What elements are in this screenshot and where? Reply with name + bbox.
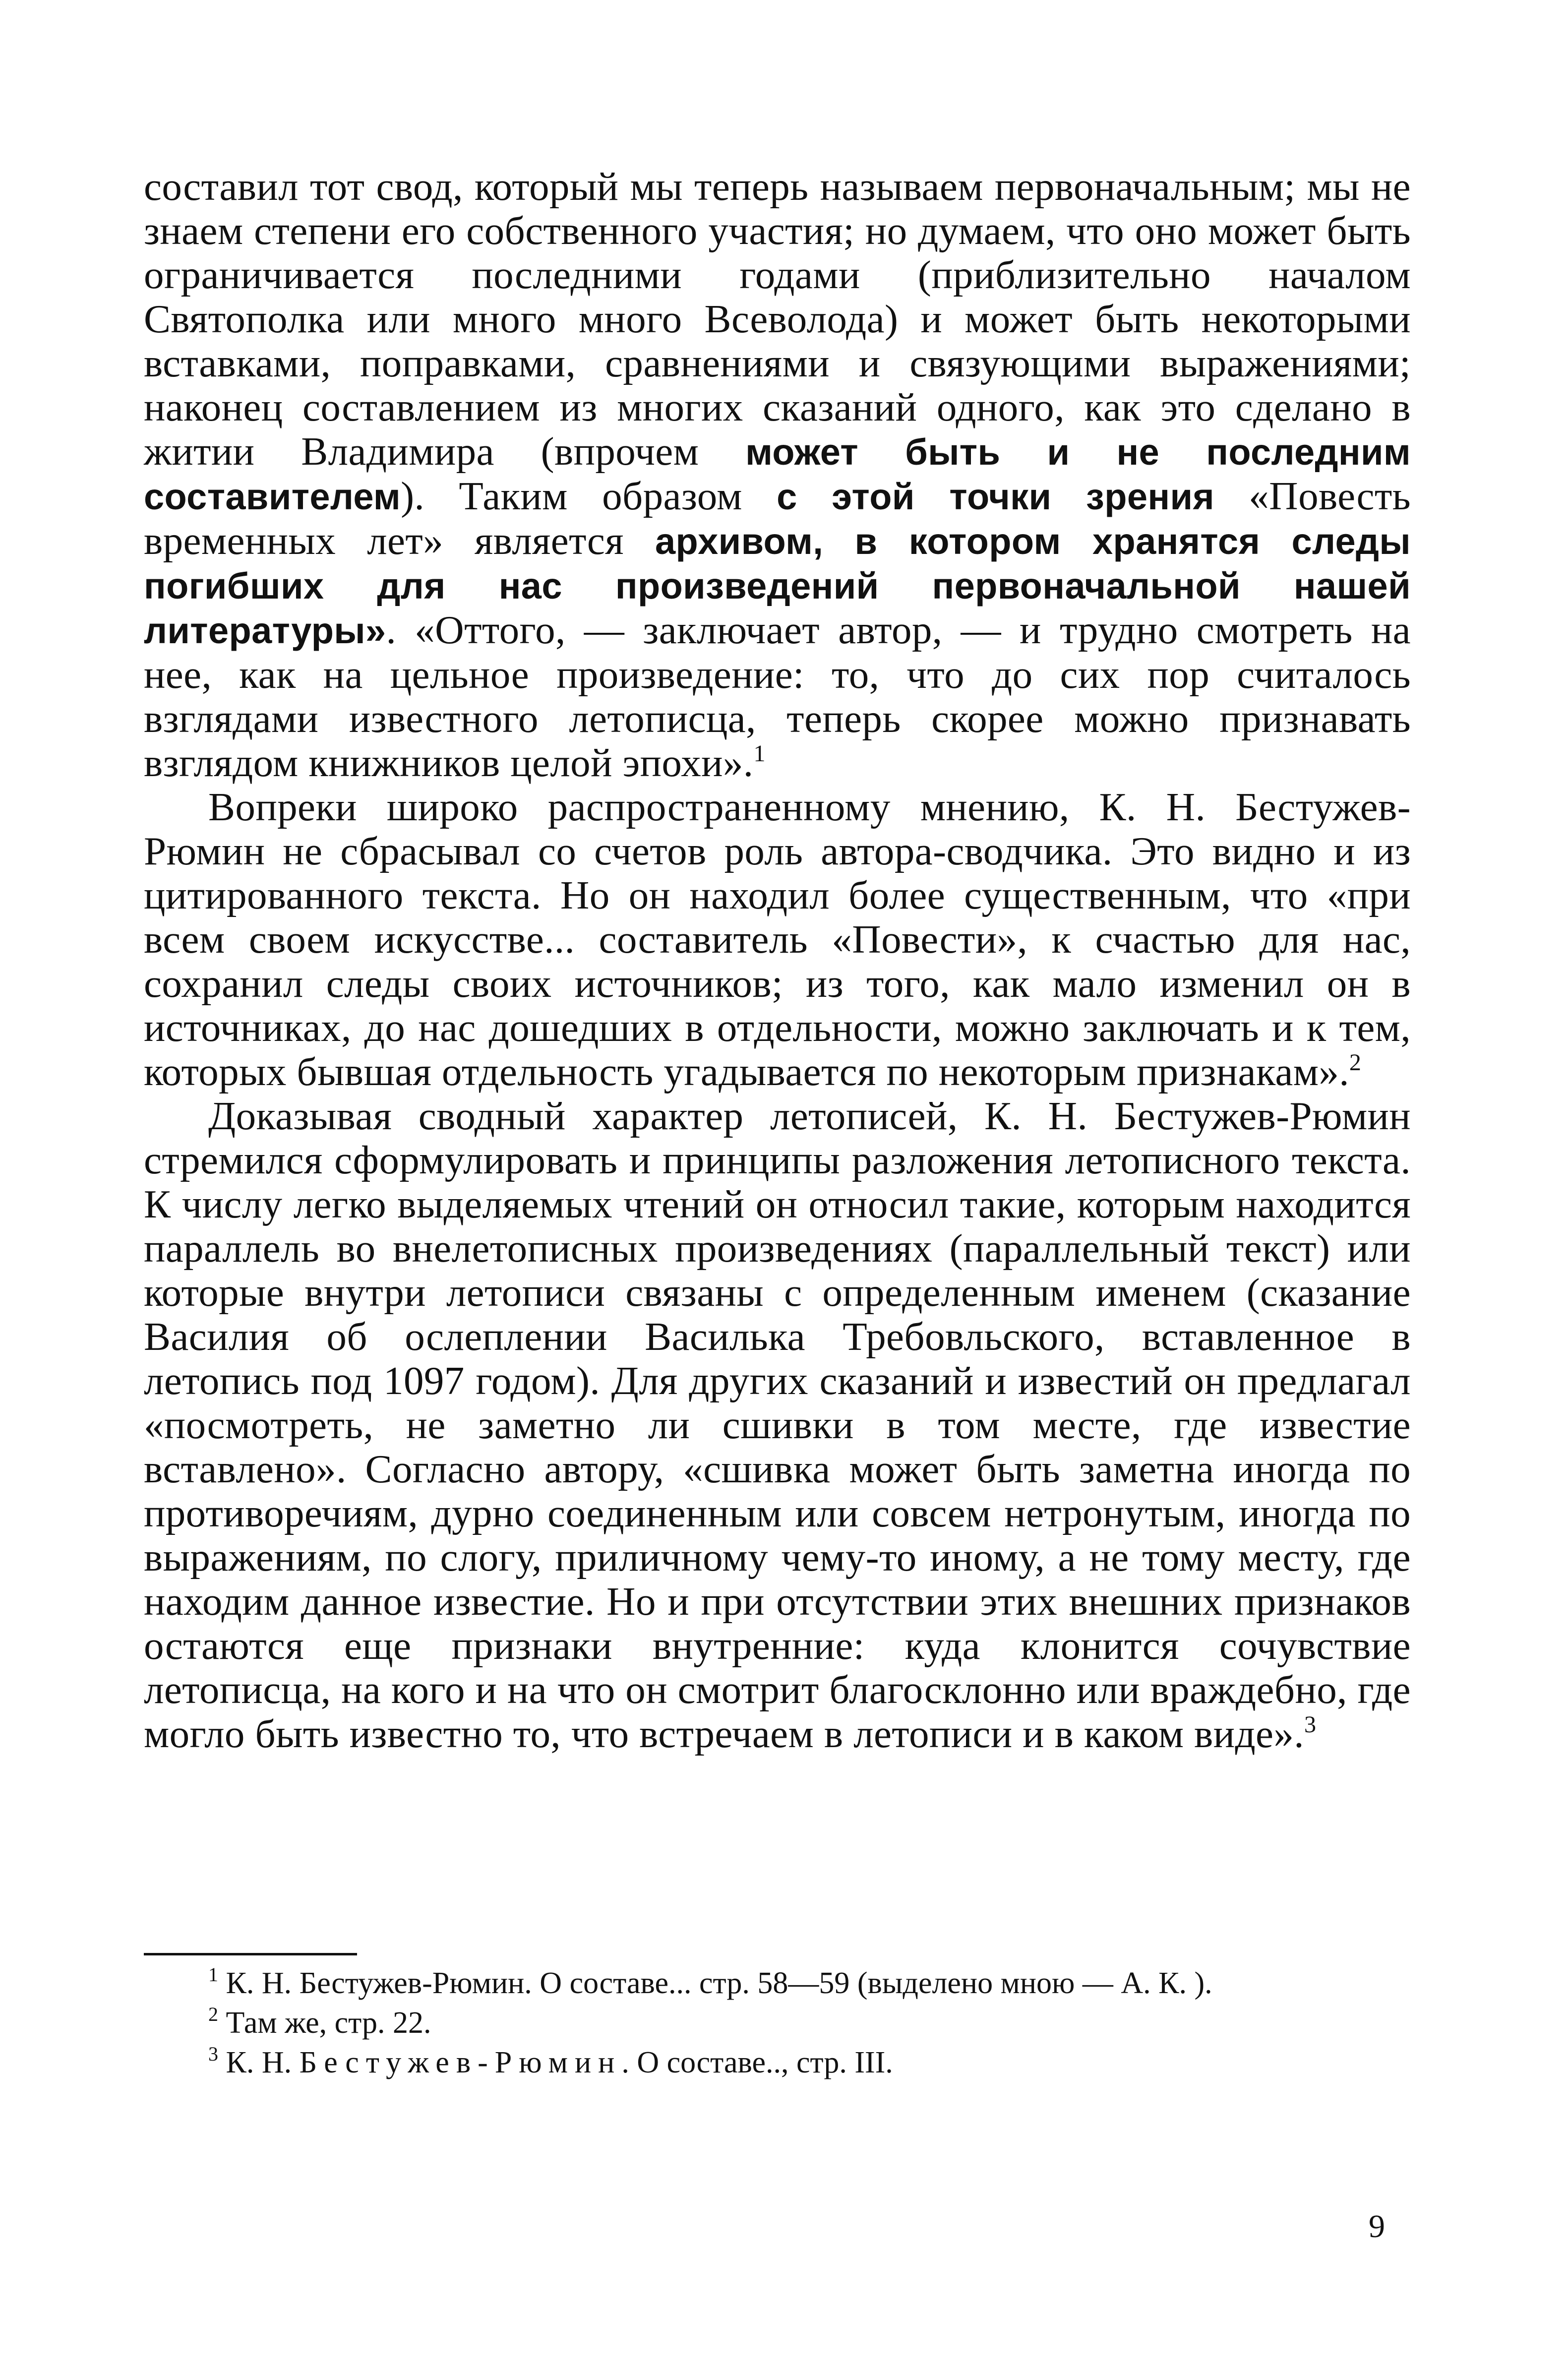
footnote-number: 1 [208, 1963, 218, 1986]
text-run: Доказывая сводный характер летописей, К. Н. Бестужев-Рюмин стремился сформулировать и принципы разложения летописного текста. К числу легко выделяемых чтений он относил такие, которым находится параллель во внелетописных произведениях (параллельный текст) или которые внутри летописи связаны с определенным именем (сказание Василия об ослеплении Василька Требовльского, вставленное в летопись под 1097 годом). Для других сказаний и известий он предлагал «посмотреть, не заметно ли сшивки в том месте, где известие вставлено». Согласно автору, «сшивка может быть заметна иногда по противоречиям, дурно соединенным или совсем нетронутым, иногда по выражениям, по слогу, приличному чему-то иному, а не тому месту, где находим данное известие. Но и при отсутствии этих внешних признаков остаются еще признаки внутренние: куда клонится сочувствие летописца, на кого и на что он смотрит благосклонно или враждебно, где могло быть известно то, что встречаем в летописи и в каком виде». [144, 1094, 1411, 1756]
footnote [144, 2003, 1411, 2040]
text-run: Вопреки широко распространенному мнению, К. Н. Бестужев-Рюмин не сбрасывал со счетов роль автора-сводчика. Это видно и из цитированного текста. Но он находил более существенным, что «при всем своем искусстве... составитель «Повести», к счастью для нас, сохранил следы своих источников; из того, как мало изменил он в источниках, до нас дошедших в отдельности, можно заключать и к тем, которых бывшая отдельность угадывается по некоторым признакам». [144, 785, 1411, 1094]
main-text [144, 165, 1411, 1756]
footnote-marker: 2 [1349, 1049, 1362, 1076]
text-run: . «Оттого, — заключает автор, — и трудно смотреть на нее, как на цельное произведение: то, что до сих пор считалось взглядами известного летописца, теперь скорее можно признавать взглядом книжников целой эпохи». [144, 608, 1411, 785]
paragraph [144, 165, 1411, 785]
footnote-divider [144, 1953, 357, 1955]
emphasized-text: с этой точки зрения [777, 476, 1214, 517]
footnote [144, 1963, 1411, 2000]
footnote [144, 2043, 1411, 2079]
text-run: составил тот свод, который мы теперь называем первоначальным; мы не знаем степени его собственного участия; но думаем, что оно может быть ограничивается последними годами (приблизительно началом Святополка или много много Всеволода) и может быть некоторыми вставками, поправками, сравнениями и связующими выражениями; наконец составлением из многих сказаний одного, как это сделано в житии Владимира (впрочем [144, 164, 1411, 474]
footnote-number: 3 [208, 2043, 218, 2065]
body-text [144, 165, 1411, 1756]
page-number: 9 [1369, 2208, 1385, 2245]
paragraph [144, 785, 1411, 1094]
emphasized-text: может быть и не последним составителем [144, 431, 1411, 517]
text-run: «Повесть временных лет» является [144, 474, 1411, 563]
footnote-marker: 1 [753, 740, 766, 767]
footnotes [144, 1963, 1411, 2085]
text-run: Там же, стр. 22. [226, 2006, 431, 2040]
text-run: . О составе.., стр. III. [621, 2046, 893, 2079]
paragraph [144, 1094, 1411, 1756]
footnote-number: 2 [208, 2003, 218, 2025]
text-run: К. Н. Бестужев-Рюмин. О составе... стр. 58—59 (выделено мною — А. К. ). [226, 1966, 1212, 2000]
emphasized-text: архивом, в котором хранятся следы погибших для нас произведений первоначальной нашей литературы» [144, 521, 1411, 651]
text-run: К. Н. [226, 2046, 300, 2079]
text-run: ). Таким образом [401, 474, 777, 518]
spaced-author-name: Бестужев-Рюмин [299, 2046, 622, 2079]
footnote-marker: 3 [1304, 1711, 1317, 1738]
